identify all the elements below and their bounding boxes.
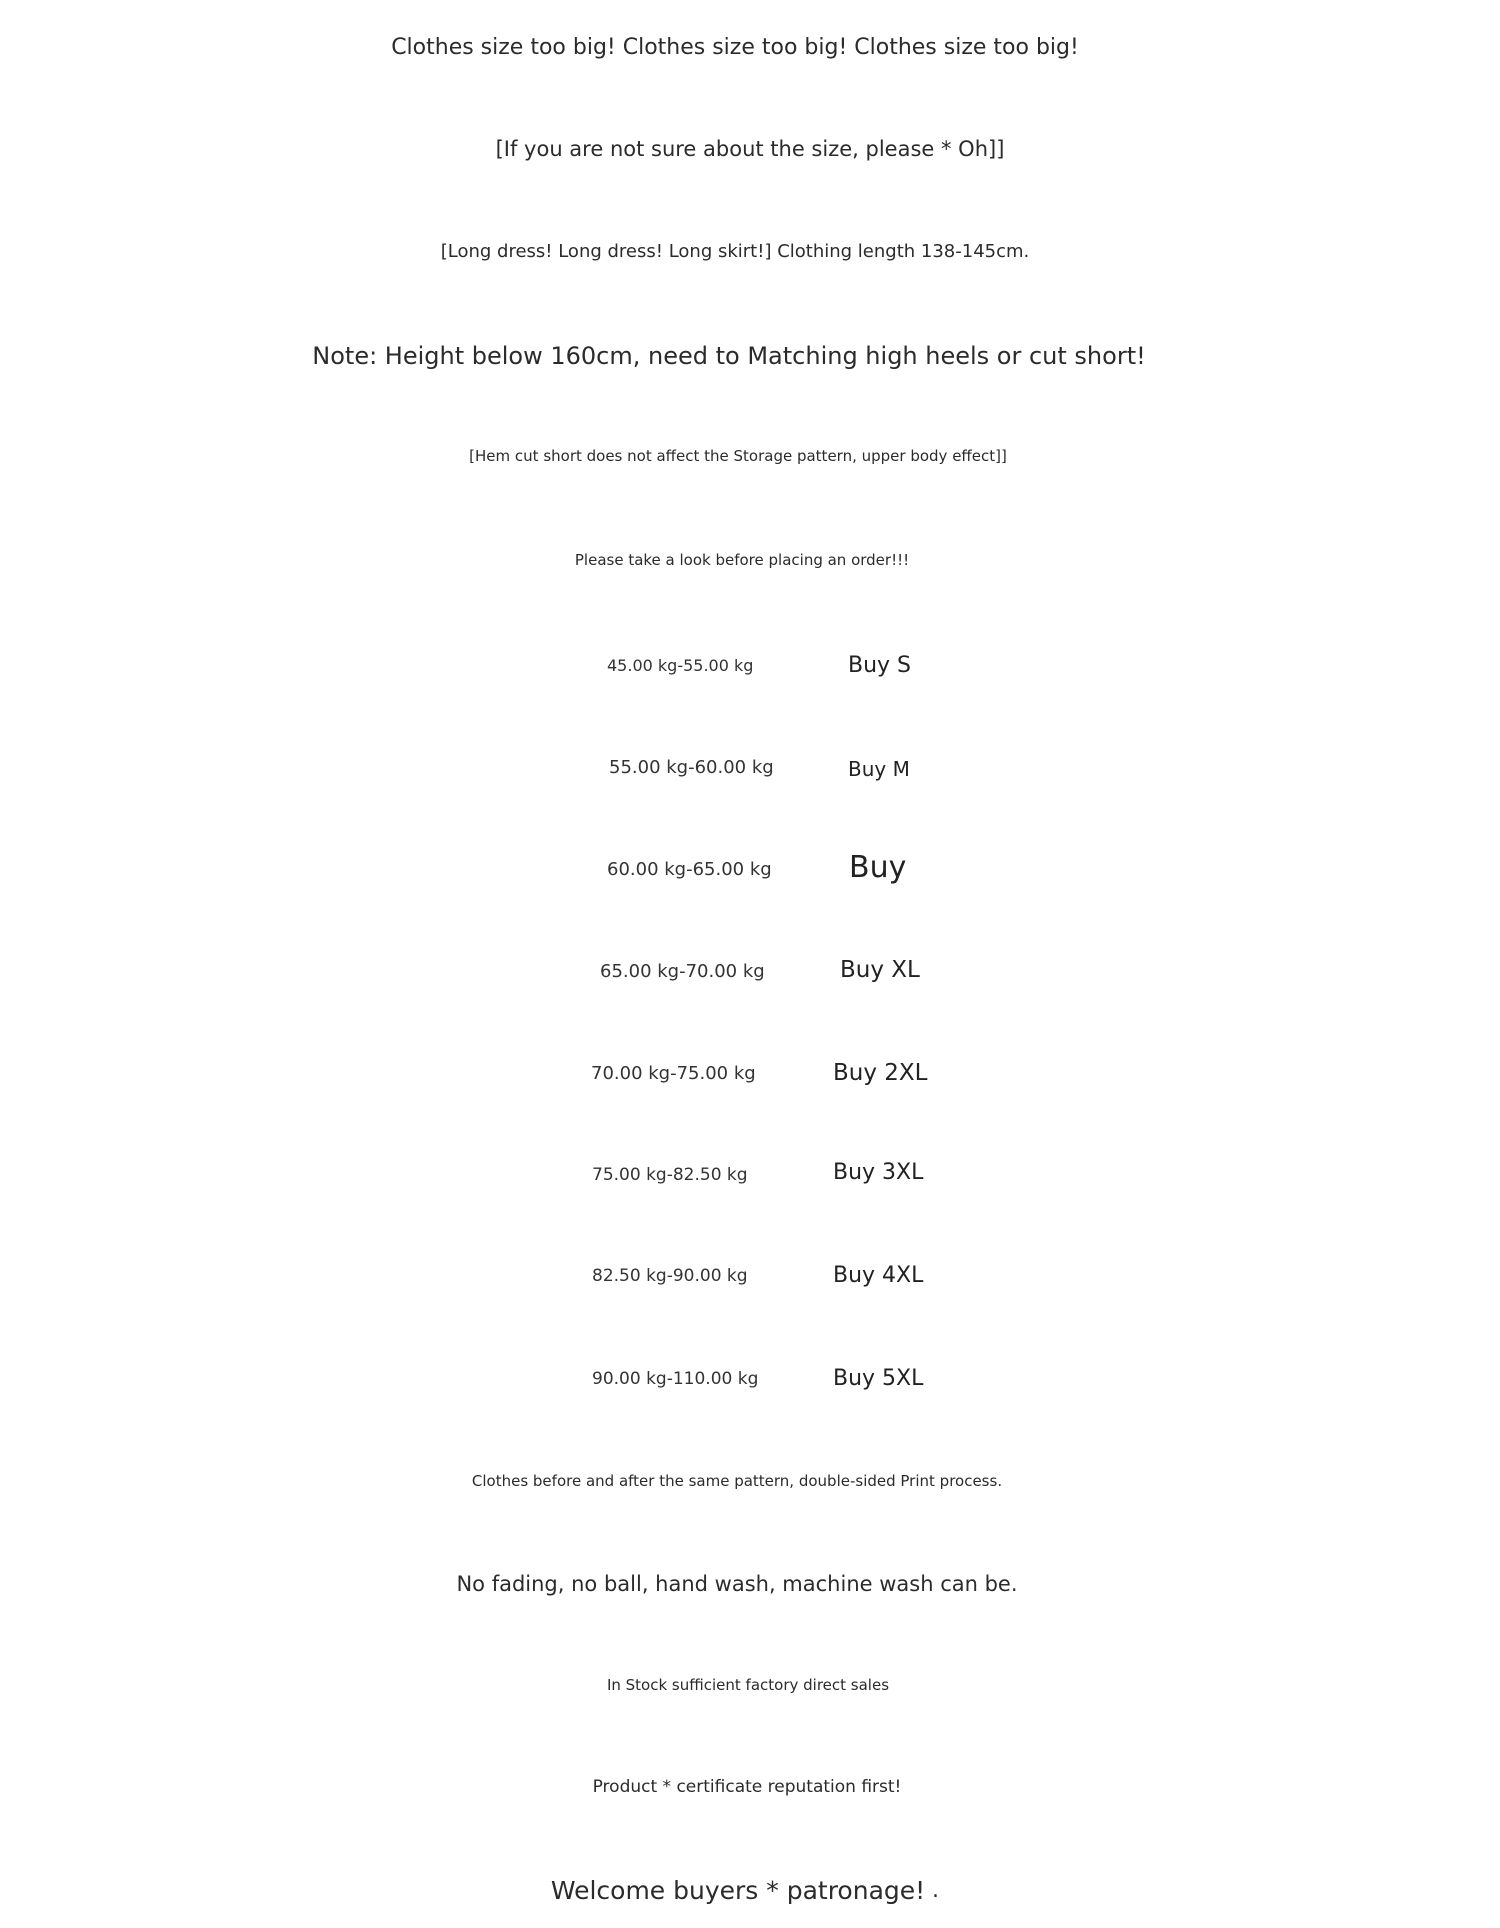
size-buy-label: Buy S — [848, 653, 912, 678]
wash-care-note: No fading, no ball, hand wash, machine wash can be. — [456, 1572, 1018, 1596]
size-weight-range: 90.00 kg-110.00 kg — [592, 1369, 759, 1389]
size-weight-range: 70.00 kg-75.00 kg — [591, 1063, 756, 1084]
trailing-dot: . — [932, 1878, 939, 1903]
size-buy-label: Buy 3XL — [833, 1160, 924, 1185]
height-note: Note: Height below 160cm, need to Matching high heels or cut short! — [312, 342, 1146, 370]
stock-note: In Stock sufficient factory direct sales — [606, 1676, 890, 1694]
welcome-note: Welcome buyers * patronage! — [550, 1876, 926, 1905]
size-weight-range: 60.00 kg-65.00 kg — [607, 859, 772, 880]
size-warning-heading: Clothes size too big! Clothes size too big! Clothes size too big! — [391, 35, 1079, 60]
size-uncertain-note: [If you are not sure about the size, please * Oh]] — [495, 137, 1005, 161]
size-buy-label: Buy M — [848, 757, 910, 781]
hem-cut-note: [Hem cut short does not affect the Storage pattern, upper body effect]] — [469, 447, 1007, 465]
clothing-length-note: [Long dress! Long dress! Long skirt!] Clothing length 138-145cm. — [440, 241, 1030, 262]
check-before-order-note: Please take a look before placing an order!!! — [574, 551, 910, 569]
print-process-note: Clothes before and after the same pattern, double-sided Print process. — [471, 1472, 1003, 1490]
size-buy-label: Buy 4XL — [833, 1263, 924, 1288]
size-weight-range: 75.00 kg-82.50 kg — [592, 1165, 748, 1185]
size-weight-range: 82.50 kg-90.00 kg — [592, 1266, 748, 1286]
size-weight-range: 65.00 kg-70.00 kg — [600, 961, 765, 982]
size-weight-range: 55.00 kg-60.00 kg — [609, 757, 774, 778]
size-buy-label: Buy XL — [840, 957, 920, 983]
size-buy-label: Buy — [849, 850, 907, 885]
reputation-note: Product * certificate reputation first! — [592, 1777, 902, 1797]
size-buy-label: Buy 5XL — [833, 1366, 924, 1391]
size-buy-label: Buy 2XL — [833, 1060, 928, 1086]
size-weight-range: 45.00 kg-55.00 kg — [607, 656, 754, 675]
